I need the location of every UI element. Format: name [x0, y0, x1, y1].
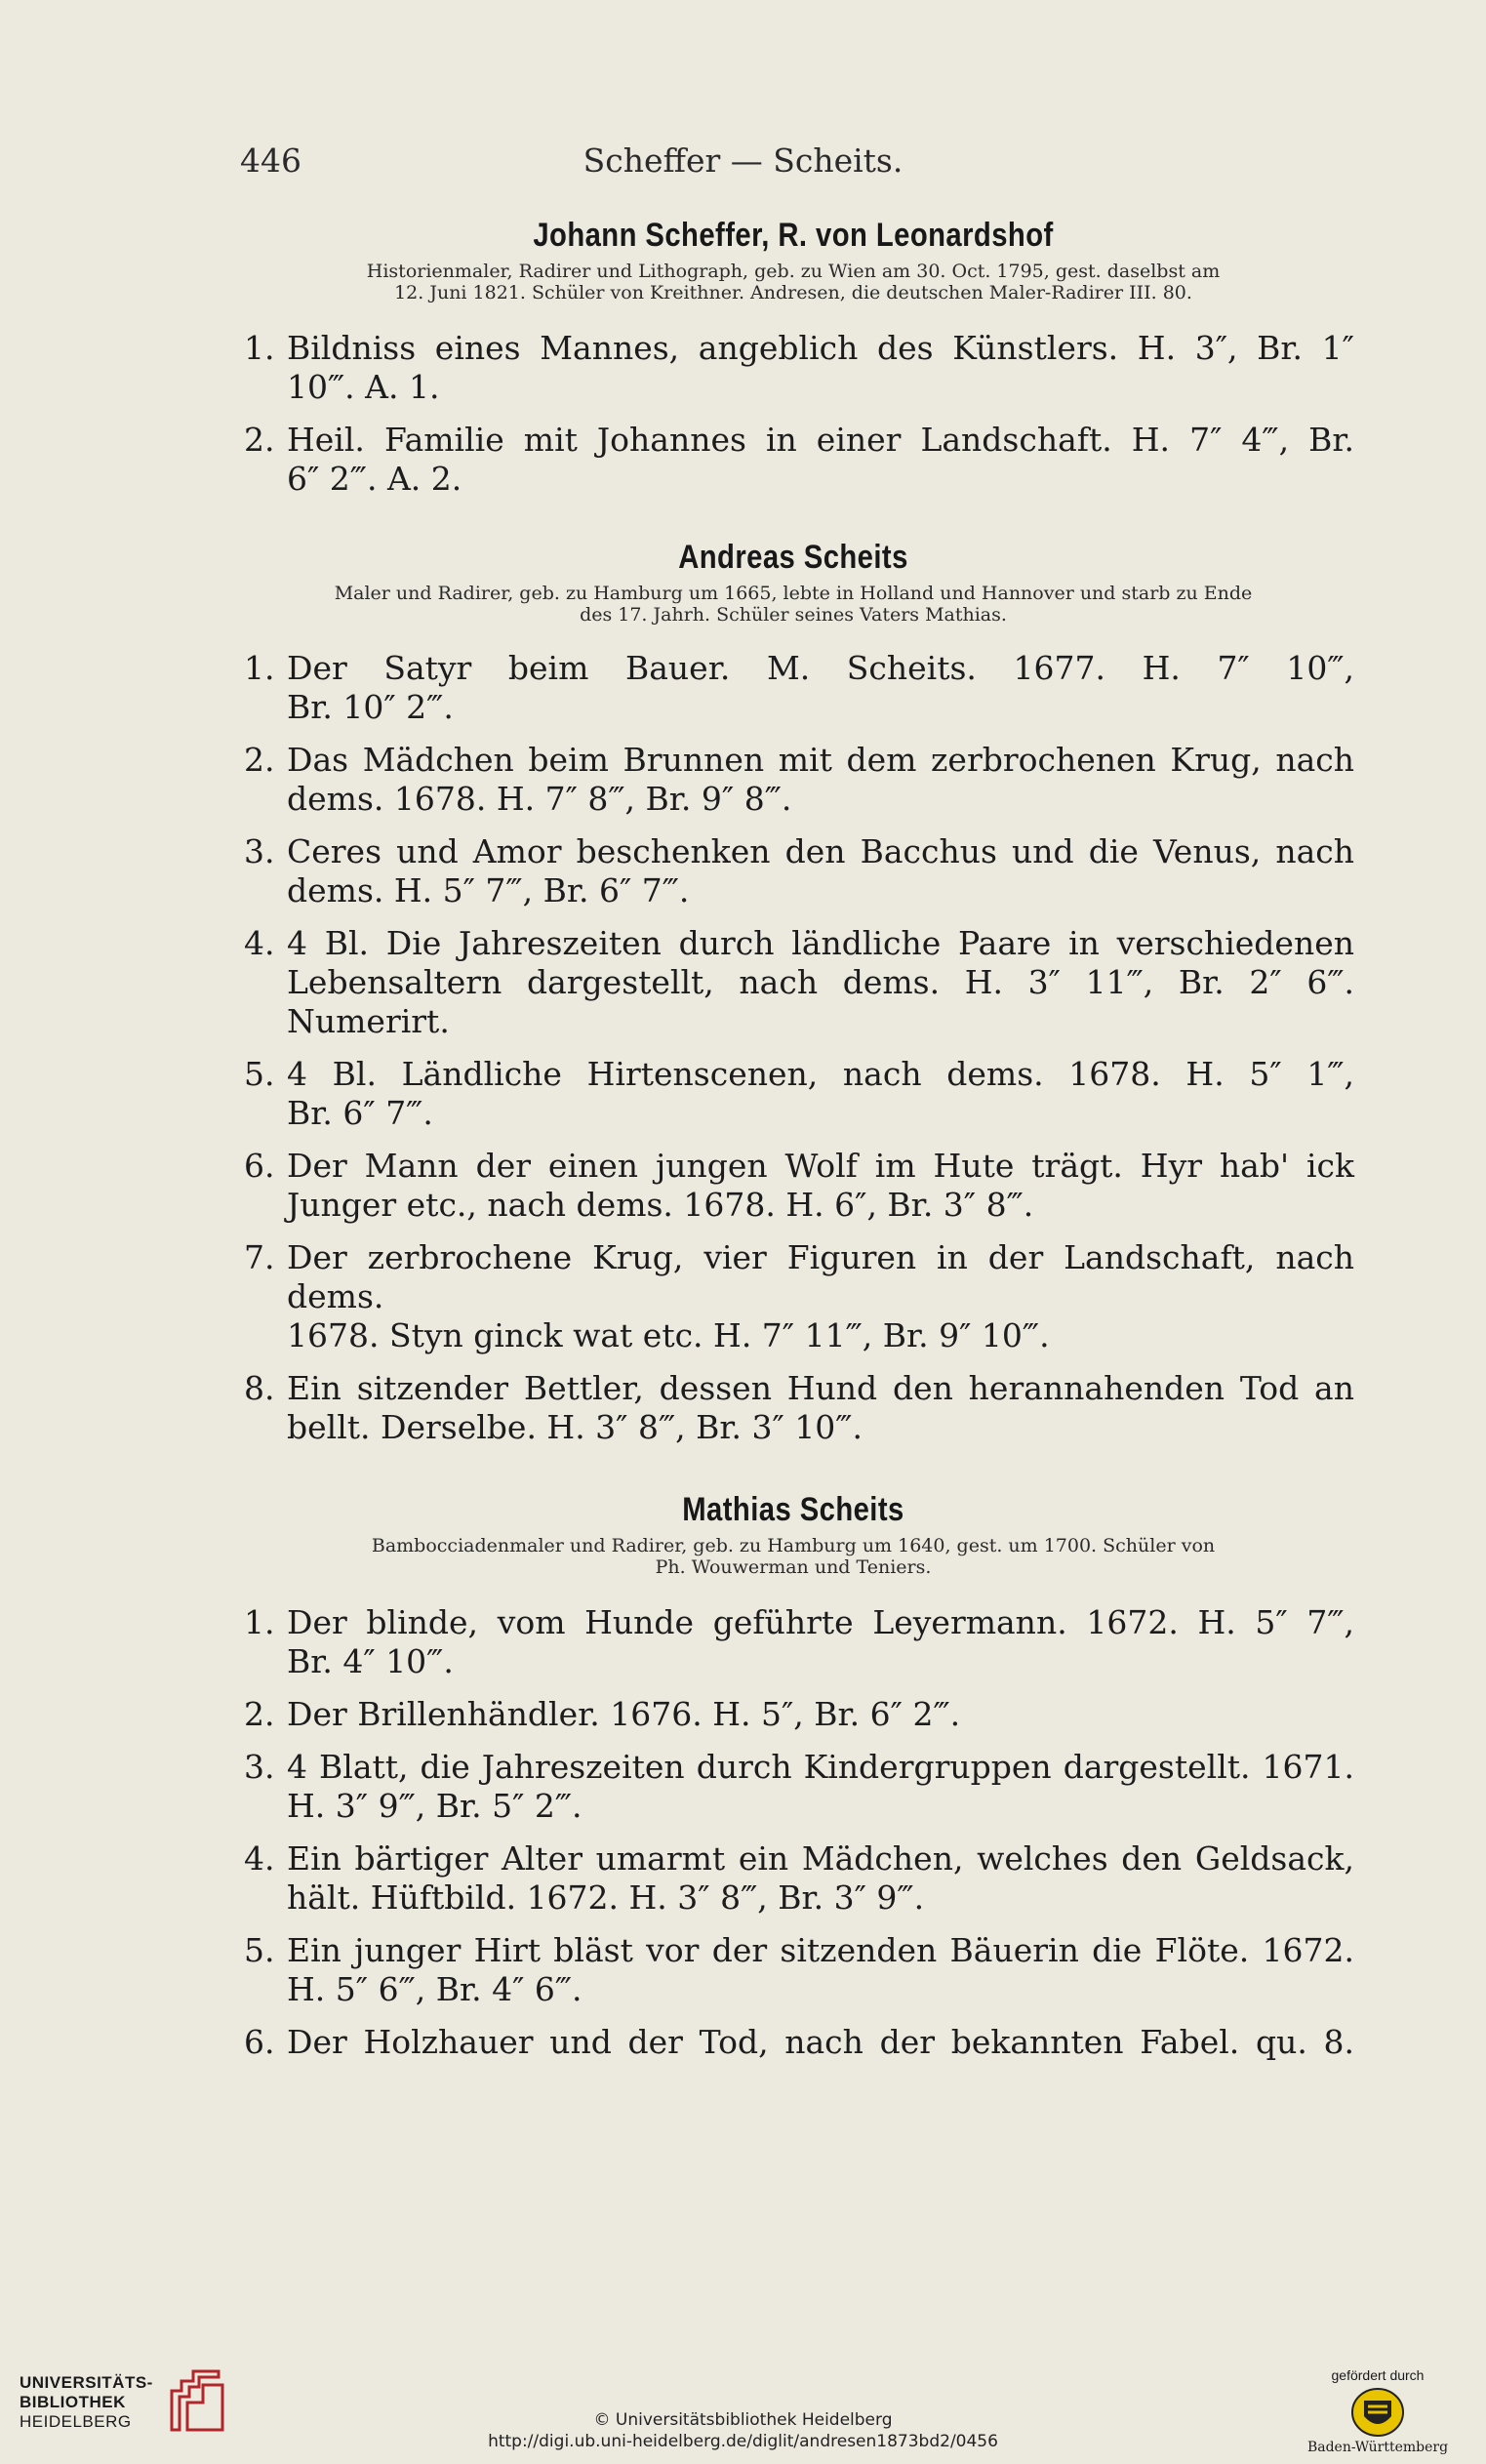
- funder-block: [1290, 2367, 1466, 2455]
- permalink-url[interactable]: http://digi.ub.uni-heidelberg.de/diglit/andresen1873bd2/0456: [488, 2432, 998, 2451]
- state-coat-of-arms-icon: [1350, 2387, 1405, 2438]
- logo-line: HEIDELBERG: [20, 2412, 132, 2431]
- entry-number: 8.: [244, 1369, 275, 1407]
- entry-line: Ein junger Hirt bläst vor der sitzenden Bäuerin die Flöte. 1672.: [287, 1931, 1354, 1969]
- entry-line: Br. 6″ 7‴.: [287, 1094, 433, 1132]
- entry-line: bellt. Derselbe. H. 3″ 8‴, Br. 3″ 10‴.: [287, 1408, 863, 1446]
- logo-line: UNIVERSITÄTS-: [20, 2373, 153, 2392]
- entry-line: Br. 4″ 10‴.: [287, 1642, 454, 1680]
- entry-line: Ein bärtiger Alter umarmt ein Mädchen, welches den Geldsack,: [287, 1839, 1354, 1878]
- catalog-entry: [232, 832, 1354, 910]
- catalog-entry: [232, 1748, 1354, 1826]
- section-johann-scheffer: [232, 217, 1354, 512]
- artist-heading: Andreas Scheits: [678, 539, 908, 576]
- funded-by-label: gefördert durch: [1331, 2367, 1425, 2383]
- entry-line: Der Holzhauer und der Tod, nach der bekannten Fabel. qu. 8.: [287, 2023, 1354, 2061]
- entry-number: 2.: [244, 741, 275, 779]
- catalog-entry: [232, 1839, 1354, 1918]
- page-number: 446: [240, 141, 301, 180]
- logo-line: BIBLIOTHEK: [20, 2393, 126, 2411]
- catalog-entry: [232, 2023, 1354, 2062]
- entry-line: Numerirt.: [287, 1002, 450, 1040]
- bio-line: Historienmaler, Radirer und Lithograph, geb. zu Wien am 30. Oct. 1795, gest. daselbst am: [366, 261, 1221, 282]
- funder-name: Baden-Württemberg: [1306, 2440, 1449, 2455]
- entry-number: 6.: [244, 2023, 275, 2061]
- catalog-entry: [232, 421, 1354, 499]
- artist-bio: [232, 583, 1354, 626]
- catalog-entry: [232, 1931, 1354, 2009]
- catalog-entry: [232, 1238, 1354, 1355]
- artist-bio: [232, 1535, 1354, 1578]
- section-mathias-scheits: [232, 1491, 1354, 2076]
- entry-line: 4 Blatt, die Jahreszeiten durch Kindergruppen dargestellt. 1671.: [287, 1748, 1354, 1786]
- entry-number: 4.: [244, 924, 275, 962]
- catalog-entry: [232, 1055, 1354, 1133]
- catalog-entry: [232, 1147, 1354, 1225]
- bio-line: Bambocciadenmaler und Radirer, geb. zu Hamburg um 1640, gest. um 1700. Schüler von: [371, 1535, 1216, 1556]
- entry-number: 1.: [244, 649, 275, 687]
- entry-line: 1678. Styn ginck wat etc. H. 7″ 11‴, Br. 9″ 10‴.: [287, 1316, 1050, 1354]
- entry-line: Der blinde, vom Hunde geführte Leyermann. 1672. H. 5″ 7‴,: [287, 1603, 1354, 1641]
- entry-number: 3.: [244, 1748, 275, 1786]
- catalog-entry: [232, 329, 1354, 407]
- entry-line: Der Brillenhändler. 1676. H. 5″, Br. 6″ 2‴.: [287, 1695, 961, 1733]
- entry-number: 3.: [244, 832, 275, 870]
- entry-line: Der Satyr beim Bauer. M. Scheits. 1677. H. 7″ 10‴,: [287, 649, 1354, 687]
- copyright-notice: © Universitätsbibliothek Heidelberg: [593, 2410, 893, 2430]
- bio-line: des 17. Jahrh. Schüler seines Vaters Mathias.: [580, 604, 1007, 626]
- artist-bio: [232, 261, 1354, 303]
- entry-line: Das Mädchen beim Brunnen mit dem zerbrochenen Krug, nach: [287, 741, 1354, 779]
- entry-number: 2.: [244, 1695, 275, 1733]
- entry-number: 1.: [244, 329, 275, 367]
- entry-line: 10‴. A. 1.: [287, 368, 440, 406]
- artist-heading: Mathias Scheits: [682, 1491, 904, 1528]
- bio-line: Ph. Wouwerman und Teniers.: [655, 1556, 932, 1578]
- entry-line: 6″ 2‴. A. 2.: [287, 460, 462, 498]
- entry-number: 2.: [244, 421, 275, 459]
- catalog-entry: [232, 649, 1354, 727]
- entry-number: 5.: [244, 1931, 275, 1969]
- entry-line: H. 3″ 9‴, Br. 5″ 2‴.: [287, 1787, 582, 1825]
- catalog-entry: [232, 1369, 1354, 1447]
- catalog-entry: [232, 741, 1354, 819]
- entry-line: Br. 10″ 2‴.: [287, 688, 454, 726]
- bio-line: Maler und Radirer, geb. zu Hamburg um 1665, lebte in Holland und Hannover und starb zu Ende: [334, 583, 1253, 604]
- entry-number: 7.: [244, 1238, 275, 1276]
- entry-line: Ceres und Amor beschenken den Bacchus und die Venus, nach: [287, 832, 1354, 870]
- entry-line: 4 Bl. Ländliche Hirtenscenen, nach dems. 1678. H. 5″ 1‴,: [287, 1055, 1354, 1093]
- entry-number: 1.: [244, 1603, 275, 1641]
- entry-number: 4.: [244, 1839, 275, 1878]
- entry-line: Der Mann der einen jungen Wolf im Hute trägt. Hyr hab' ick: [287, 1147, 1354, 1185]
- entry-number: 5.: [244, 1055, 275, 1093]
- entry-line: Heil. Familie mit Johannes in einer Landschaft. H. 7″ 4‴, Br.: [287, 421, 1354, 459]
- catalog-entry: [232, 924, 1354, 1041]
- entry-number: 6.: [244, 1147, 275, 1185]
- entry-line: Lebensaltern dargestellt, nach dems. H. 3″ 11‴, Br. 2″ 6‴.: [287, 963, 1354, 1001]
- entry-line: Bildniss eines Mannes, angeblich des Künstlers. H. 3″, Br. 1″: [287, 329, 1354, 367]
- bio-line: 12. Juni 1821. Schüler von Kreithner. Andresen, die deutschen Maler-Radirer III. 80.: [394, 282, 1192, 303]
- catalog-entry: [232, 1603, 1354, 1681]
- entry-line: 4 Bl. Die Jahreszeiten durch ländliche Paare in verschiedenen: [287, 924, 1354, 962]
- entry-line: Ein sitzender Bettler, dessen Hund den herannahenden Tod an: [287, 1369, 1354, 1407]
- catalog-entry: [232, 1695, 1354, 1734]
- section-andreas-scheits: [232, 539, 1354, 1461]
- entry-line: dems. H. 5″ 7‴, Br. 6″ 7‴.: [287, 871, 690, 909]
- running-title: Scheffer — Scheits.: [582, 141, 904, 180]
- entry-line: Junger etc., nach dems. 1678. H. 6″, Br. 3″ 8‴.: [287, 1186, 1034, 1224]
- entry-line: dems. 1678. H. 7″ 8‴, Br. 9″ 8‴.: [287, 780, 792, 818]
- entry-line: hält. Hüftbild. 1672. H. 3″ 8‴, Br. 3″ 9‴.: [287, 1878, 925, 1917]
- entry-line: Der zerbrochene Krug, vier Figuren in der Landschaft, nach dems.: [287, 1238, 1354, 1315]
- entry-line: H. 5″ 6‴, Br. 4″ 6‴.: [287, 1970, 582, 2008]
- artist-heading: Johann Scheffer, R. von Leonardshof: [533, 217, 1054, 254]
